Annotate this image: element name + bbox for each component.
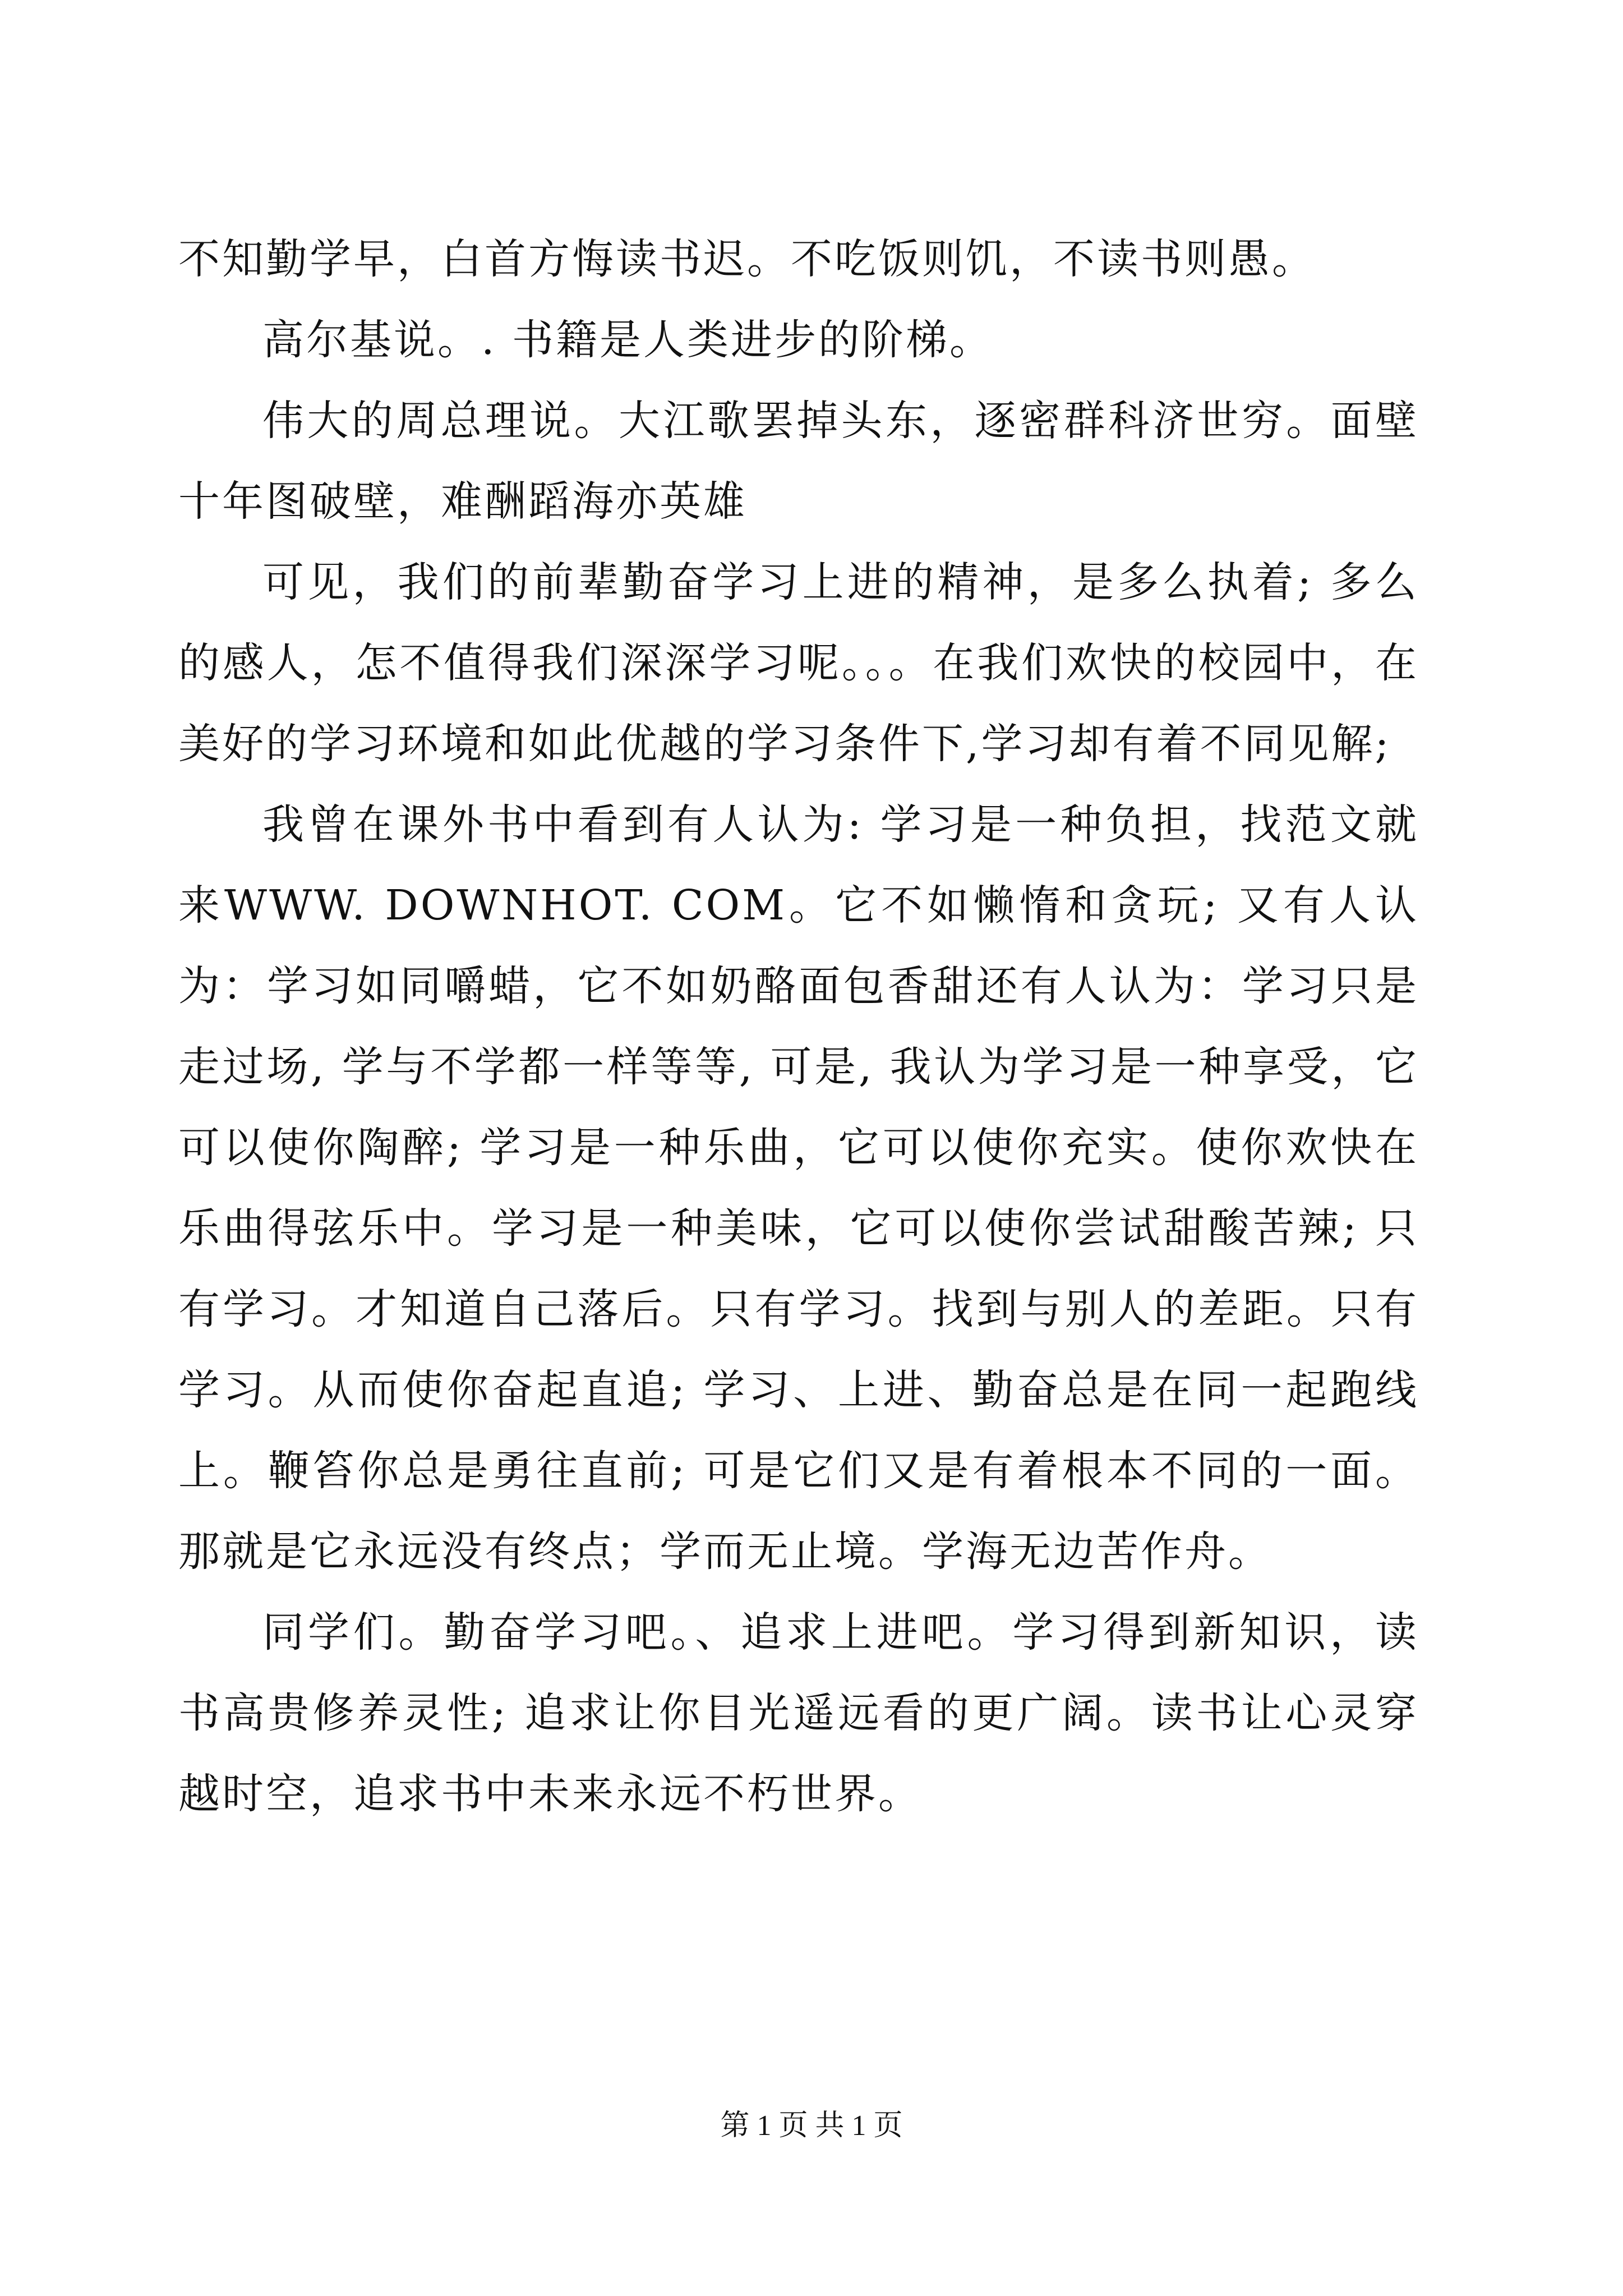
paragraph-1: 不知勤学早，白首方悔读书迟。不吃饭则饥，不读书则愚。 — [178, 235, 1316, 283]
paragraph-6: 同学们。勤奋学习吧。、追求上进吧。学习得到新知识，读书高贵修养灵性; 追求让你目光遥远看的更广阔。读书让心灵穿越时空，追求书中未来永远不朽世界。 — [178, 1608, 1419, 1818]
paragraph-4: 可见，我们的前辈勤奋学习上进的精神，是多么执着; 多么的感人，怎不值得我们深深学习呢。。。在我们欢快的校园中，在美好的学习环境和如此优越的学习条件下,学习却有着不同见解; — [178, 558, 1419, 768]
paragraph-3: 伟大的周总理说。大江歌罢掉头东，逐密群科济世穷。面壁十年图破壁，难酬蹈海亦英雄 — [178, 397, 1419, 526]
document-body — [178, 219, 1419, 1834]
paragraph-2: 高尔基说。. 书籍是人类进步的阶梯。 — [262, 316, 994, 364]
page-footer: 第 1 页 共 1 页 — [720, 2110, 903, 2142]
paragraph-5: 我曾在课外书中看到有人认为: 学习是一种负担，找范文就来WWW. DOWNHOT. COM。它不如懒惰和贪玩; 又有人认为：学习如同嚼蜡，它不如奶酪面包香甜还有人认为：学习只是走过场, 学与不学都一样等等, 可是, 我认为学习是一种享受，它可以使你陶醉; 学习是一种乐曲，它可以使你充实。使你欢快在乐曲得弦乐中。学习是一种美味，它可以使你尝试甜酸苦辣; 只有学习。才知道自己落后。只有学习。找到与别人的差距。只有学习。从而使你奋起直追; 学习、上进、勤奋总是在同一起跑线上。鞭笞你总是勇往直前; 可是它们又是有着根本不同的一面。那就是它永远没有终点；学而无止境。学海无边苦作舟。 — [178, 800, 1419, 1576]
